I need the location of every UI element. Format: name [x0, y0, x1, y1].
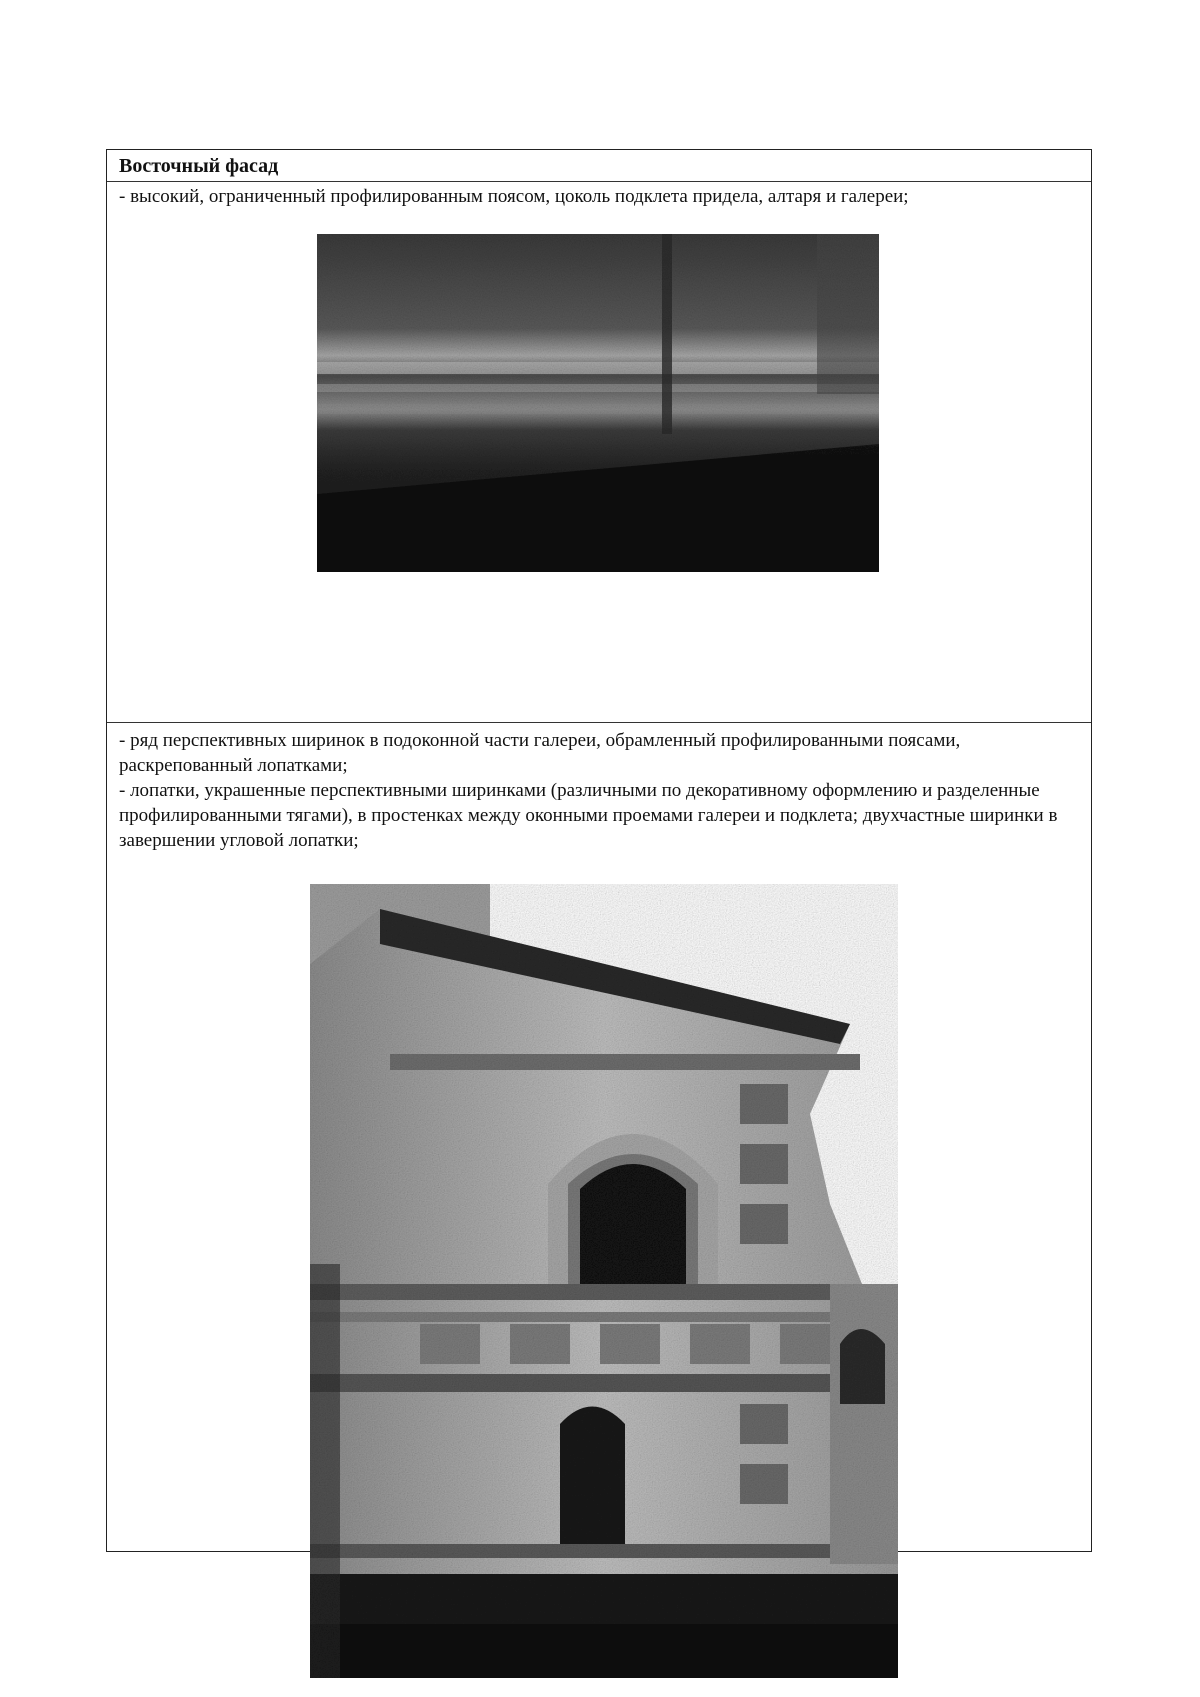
row-1-text: - высокий, ограниченный профилированным поясом, цоколь подклета придела, алтаря и галереи;	[119, 186, 909, 207]
row-2-text-part-1: - ряд перспективных ширинок в подоконной части галереи, обрамленный профилированными поясами, раскрепованный лопатками;	[119, 730, 961, 776]
table-row	[107, 182, 1091, 723]
row-2-text	[119, 728, 1063, 853]
plinth-photo-icon	[317, 234, 879, 572]
facade-photo-icon	[310, 884, 898, 1678]
row-2-text-part-2: - лопатки, украшенные перспективными ширинками (различными по декоративному оформлению и разделенные профилированными тягами), в простенках между оконными проемами галереи и подклета; двухчастные ширинки в завершении угловой лопатки;	[119, 780, 1058, 851]
table-row	[107, 723, 1091, 1551]
table-header-row	[107, 150, 1091, 182]
facade-description-table	[106, 149, 1092, 1552]
table-header: Восточный фасад	[119, 155, 279, 177]
